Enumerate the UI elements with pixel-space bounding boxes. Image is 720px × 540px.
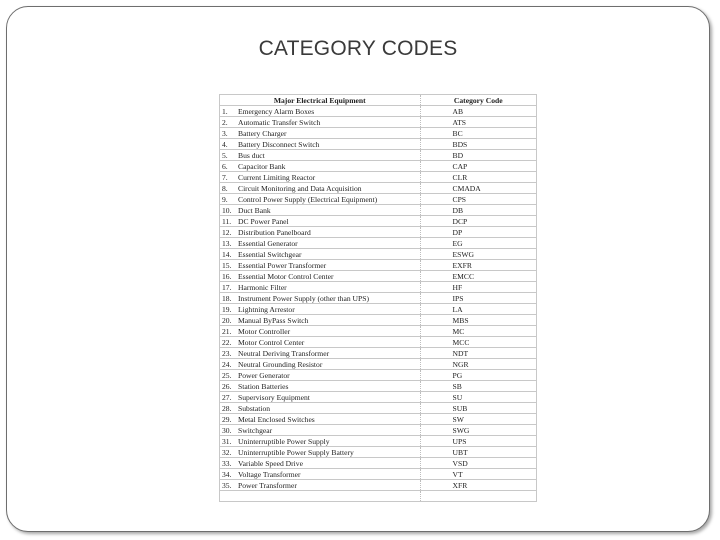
equipment-name: Neutral Deriving Transformer	[238, 349, 330, 358]
equipment-name: Supervisory Equipment	[238, 393, 310, 402]
equipment-name: Instrument Power Supply (other than UPS)	[238, 294, 369, 303]
category-code-cell: BDS	[420, 139, 536, 150]
equipment-cell	[220, 425, 420, 436]
row-number: 21.	[222, 327, 232, 336]
category-code-cell: CMADA	[420, 183, 536, 194]
category-code-cell: LA	[420, 304, 536, 315]
row-number: 19.	[222, 305, 232, 314]
equipment-name: Station Batteries	[238, 382, 289, 391]
equipment-cell	[220, 205, 420, 216]
table-row	[220, 183, 536, 194]
equipment-name: Automatic Transfer Switch	[238, 118, 321, 127]
table-row-empty	[220, 491, 536, 502]
equipment-name: Manual ByPass Switch	[238, 316, 309, 325]
table-row	[220, 271, 536, 282]
category-code-cell: EXFR	[420, 260, 536, 271]
table-row	[220, 205, 536, 216]
table-row	[220, 260, 536, 271]
category-code-cell: EG	[420, 238, 536, 249]
table-row	[220, 425, 536, 436]
row-number: 27.	[222, 393, 232, 402]
row-number: 23.	[222, 349, 232, 358]
row-number: 1.	[222, 107, 228, 116]
equipment-cell	[220, 117, 420, 128]
equipment-cell	[220, 447, 420, 458]
row-number: 34.	[222, 470, 232, 479]
equipment-cell	[220, 293, 420, 304]
equipment-name: Battery Charger	[238, 129, 287, 138]
category-code-cell: EMCC	[420, 271, 536, 282]
category-code-cell: VT	[420, 469, 536, 480]
category-code-cell: XFR	[420, 480, 536, 491]
row-number: 17.	[222, 283, 232, 292]
category-code-table	[219, 94, 537, 502]
row-number: 8.	[222, 184, 228, 193]
equipment-cell	[220, 128, 420, 139]
row-number: 6.	[222, 162, 228, 171]
row-number: 3.	[222, 129, 228, 138]
category-code-cell: UBT	[420, 447, 536, 458]
category-code-cell: DP	[420, 227, 536, 238]
empty-cell	[420, 491, 536, 502]
row-number: 30.	[222, 426, 232, 435]
table-row	[220, 315, 536, 326]
category-code-cell: SW	[420, 414, 536, 425]
category-code-cell: MCC	[420, 337, 536, 348]
table-row	[220, 447, 536, 458]
equipment-cell	[220, 216, 420, 227]
category-code-cell: HF	[420, 282, 536, 293]
equipment-name: Switchgear	[238, 426, 273, 435]
table-row	[220, 381, 536, 392]
equipment-cell	[220, 315, 420, 326]
equipment-name: Power Transformer	[238, 481, 297, 490]
equipment-cell	[220, 337, 420, 348]
table-row	[220, 293, 536, 304]
equipment-cell	[220, 249, 420, 260]
equipment-name: Duct Bank	[238, 206, 271, 215]
equipment-cell	[220, 359, 420, 370]
row-number: 31.	[222, 437, 232, 446]
category-code-cell: ESWG	[420, 249, 536, 260]
category-code-cell: SUB	[420, 403, 536, 414]
table-row	[220, 436, 536, 447]
row-number: 14.	[222, 250, 232, 259]
category-code-cell: AB	[420, 106, 536, 117]
table-row	[220, 469, 536, 480]
table-row	[220, 172, 536, 183]
equipment-cell	[220, 436, 420, 447]
equipment-cell	[220, 161, 420, 172]
row-number: 29.	[222, 415, 232, 424]
row-number: 22.	[222, 338, 232, 347]
equipment-cell	[220, 271, 420, 282]
equipment-name: Metal Enclosed Switches	[238, 415, 315, 424]
table-row	[220, 238, 536, 249]
empty-cell	[220, 491, 420, 502]
table-row	[220, 403, 536, 414]
table-row	[220, 348, 536, 359]
equipment-name: Uninterruptible Power Supply Battery	[238, 448, 354, 457]
table	[220, 95, 536, 502]
equipment-cell	[220, 326, 420, 337]
equipment-cell	[220, 238, 420, 249]
equipment-cell	[220, 392, 420, 403]
table-row	[220, 106, 536, 117]
equipment-cell	[220, 370, 420, 381]
column-header-equipment: Major Electrical Equipment	[220, 95, 420, 106]
equipment-cell	[220, 172, 420, 183]
equipment-name: Uninterruptible Power Supply	[238, 437, 330, 446]
row-number: 9.	[222, 195, 228, 204]
equipment-name: Control Power Supply (Electrical Equipment)	[238, 195, 378, 204]
table-row	[220, 194, 536, 205]
category-code-cell: NDT	[420, 348, 536, 359]
equipment-name: Bus duct	[238, 151, 265, 160]
equipment-name: Voltage Transformer	[238, 470, 301, 479]
category-code-cell: MBS	[420, 315, 536, 326]
category-code-cell: CPS	[420, 194, 536, 205]
equipment-name: Battery Disconnect Switch	[238, 140, 320, 149]
row-number: 18.	[222, 294, 232, 303]
equipment-name: Variable Speed Drive	[238, 459, 303, 468]
table-row	[220, 139, 536, 150]
equipment-cell	[220, 480, 420, 491]
table-header-row	[220, 95, 536, 106]
category-code-cell: SU	[420, 392, 536, 403]
equipment-cell	[220, 260, 420, 271]
equipment-cell	[220, 469, 420, 480]
table-row	[220, 337, 536, 348]
equipment-cell	[220, 194, 420, 205]
table-row	[220, 249, 536, 260]
equipment-name: Essential Generator	[238, 239, 298, 248]
category-code-cell: PG	[420, 370, 536, 381]
category-code-cell: ATS	[420, 117, 536, 128]
table-row	[220, 282, 536, 293]
equipment-name: Neutral Grounding Resistor	[238, 360, 323, 369]
table-row	[220, 227, 536, 238]
table-row	[220, 480, 536, 491]
equipment-name: Essential Motor Control Center	[238, 272, 334, 281]
table-row	[220, 216, 536, 227]
row-number: 7.	[222, 173, 228, 182]
equipment-name: Motor Control Center	[238, 338, 305, 347]
table-row	[220, 359, 536, 370]
row-number: 28.	[222, 404, 232, 413]
row-number: 12.	[222, 228, 232, 237]
category-code-cell: SB	[420, 381, 536, 392]
category-code-cell: DB	[420, 205, 536, 216]
row-number: 4.	[222, 140, 228, 149]
category-code-cell: NGR	[420, 359, 536, 370]
row-number: 33.	[222, 459, 232, 468]
equipment-name: Essential Power Transformer	[238, 261, 327, 270]
row-number: 16.	[222, 272, 232, 281]
row-number: 13.	[222, 239, 232, 248]
category-code-cell: BC	[420, 128, 536, 139]
row-number: 10.	[222, 206, 232, 215]
row-number: 11.	[222, 217, 232, 226]
equipment-name: Capacitor Bank	[238, 162, 286, 171]
table-row	[220, 304, 536, 315]
row-number: 5.	[222, 151, 228, 160]
category-code-cell: MC	[420, 326, 536, 337]
equipment-name: Substation	[238, 404, 271, 413]
row-number: 20.	[222, 316, 232, 325]
equipment-name: Emergency Alarm Boxes	[238, 107, 315, 116]
slide	[6, 6, 710, 532]
page-title: CATEGORY CODES	[258, 37, 458, 60]
table-body	[220, 106, 536, 502]
row-number: 15.	[222, 261, 232, 270]
equipment-cell	[220, 458, 420, 469]
row-number: 26.	[222, 382, 232, 391]
equipment-cell	[220, 227, 420, 238]
equipment-cell	[220, 183, 420, 194]
equipment-name: Lightning Arrestor	[238, 305, 295, 314]
row-number: 25.	[222, 371, 232, 380]
column-header-code: Category Code	[420, 95, 536, 106]
table-row	[220, 370, 536, 381]
category-code-cell: CLR	[420, 172, 536, 183]
category-code-cell: DCP	[420, 216, 536, 227]
category-code-cell: SWG	[420, 425, 536, 436]
equipment-cell	[220, 403, 420, 414]
equipment-cell	[220, 381, 420, 392]
equipment-cell	[220, 150, 420, 161]
equipment-name: Current Limiting Reactor	[238, 173, 316, 182]
table-row	[220, 458, 536, 469]
category-code-cell: CAP	[420, 161, 536, 172]
equipment-name: Motor Controller	[238, 327, 291, 336]
table-row	[220, 150, 536, 161]
category-code-cell: VSD	[420, 458, 536, 469]
table-row	[220, 392, 536, 403]
table-row	[220, 326, 536, 337]
row-number: 32.	[222, 448, 232, 457]
equipment-name: Harmonic Filter	[238, 283, 287, 292]
table-row	[220, 117, 536, 128]
equipment-cell	[220, 304, 420, 315]
equipment-name: Essential Switchgear	[238, 250, 302, 259]
equipment-cell	[220, 282, 420, 293]
equipment-name: DC Power Panel	[238, 217, 289, 226]
equipment-cell	[220, 414, 420, 425]
category-code-cell: UPS	[420, 436, 536, 447]
equipment-cell	[220, 139, 420, 150]
equipment-name: Distribution Panelboard	[238, 228, 311, 237]
table-row	[220, 161, 536, 172]
table-row	[220, 414, 536, 425]
row-number: 2.	[222, 118, 228, 127]
table-row	[220, 128, 536, 139]
equipment-name: Circuit Monitoring and Data Acquisition	[238, 184, 362, 193]
equipment-cell	[220, 106, 420, 117]
category-code-cell: IPS	[420, 293, 536, 304]
equipment-name: Power Generator	[238, 371, 290, 380]
row-number: 35.	[222, 481, 232, 490]
row-number: 24.	[222, 360, 232, 369]
category-code-cell: BD	[420, 150, 536, 161]
equipment-cell	[220, 348, 420, 359]
